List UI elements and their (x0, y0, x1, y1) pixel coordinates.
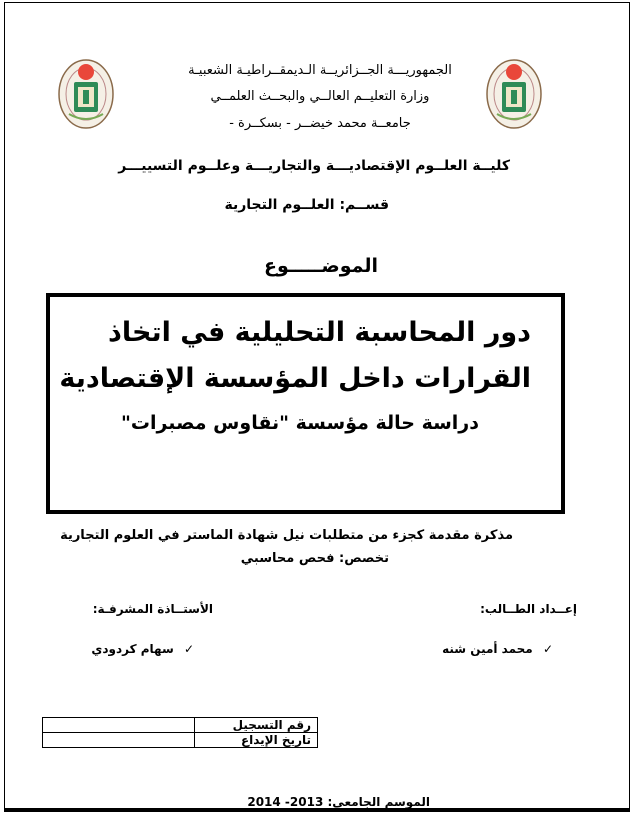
title-box (46, 293, 565, 514)
supervisor-name-row (91, 642, 194, 656)
republic-line: الجمهوريـــة الجــزائريــة الـديمقــراطيـة الشعبيـة (188, 63, 452, 78)
check-icon: ✓ (183, 642, 194, 656)
title-line-1: دور المحاسبة التحليلية في اتخاذ (108, 317, 531, 348)
case-study-line: دراسة حالة مؤسسة "نقاوس مصبرات" (120, 412, 479, 434)
memo-line: مذكرة مقدمة كجزء من متطلبات نيل شهادة الماستر في العلوم التجارية (60, 528, 513, 543)
department-line: قســم: العلــوم التجارية (224, 197, 389, 213)
table-row (43, 733, 318, 748)
subject-label: الموضـــــوع (263, 255, 378, 277)
academic-season: الموسم الجامعي: 2013- 2014 (247, 795, 430, 809)
specialization-line: تخصص: فحص محاسبي (240, 551, 389, 566)
deposit-date-value (43, 733, 195, 748)
supervisor-name: سهام كردودي (91, 642, 174, 656)
student-label: إعــداد الطــالب: (480, 602, 577, 616)
registration-number-label: رقم التسجيل (195, 718, 318, 733)
title-line-2: القرارات داخل المؤسسة الإقتصادية (59, 363, 531, 394)
university-logo-left-icon (57, 58, 115, 130)
table-row (43, 718, 318, 733)
student-name: محمد أمين شنه (442, 642, 533, 656)
student-name-row (442, 642, 553, 656)
check-icon: ✓ (542, 642, 553, 656)
faculty-line: كليــة العلــوم الإقتصاديـــة والتجاريـــة وعلــوم التسييـــر (118, 158, 510, 174)
registration-number-value (43, 718, 195, 733)
ministry-line: وزارة التعليــم العالــي والبحــث العلمــي (210, 89, 430, 104)
university-line: جامعــة محمد خيضــر - بسكــرة - (229, 116, 411, 131)
supervisor-label: الأستــاذة المشرفـة: (92, 602, 213, 616)
registration-table (42, 717, 318, 748)
deposit-date-label: تاريخ الإيداع (195, 733, 318, 748)
